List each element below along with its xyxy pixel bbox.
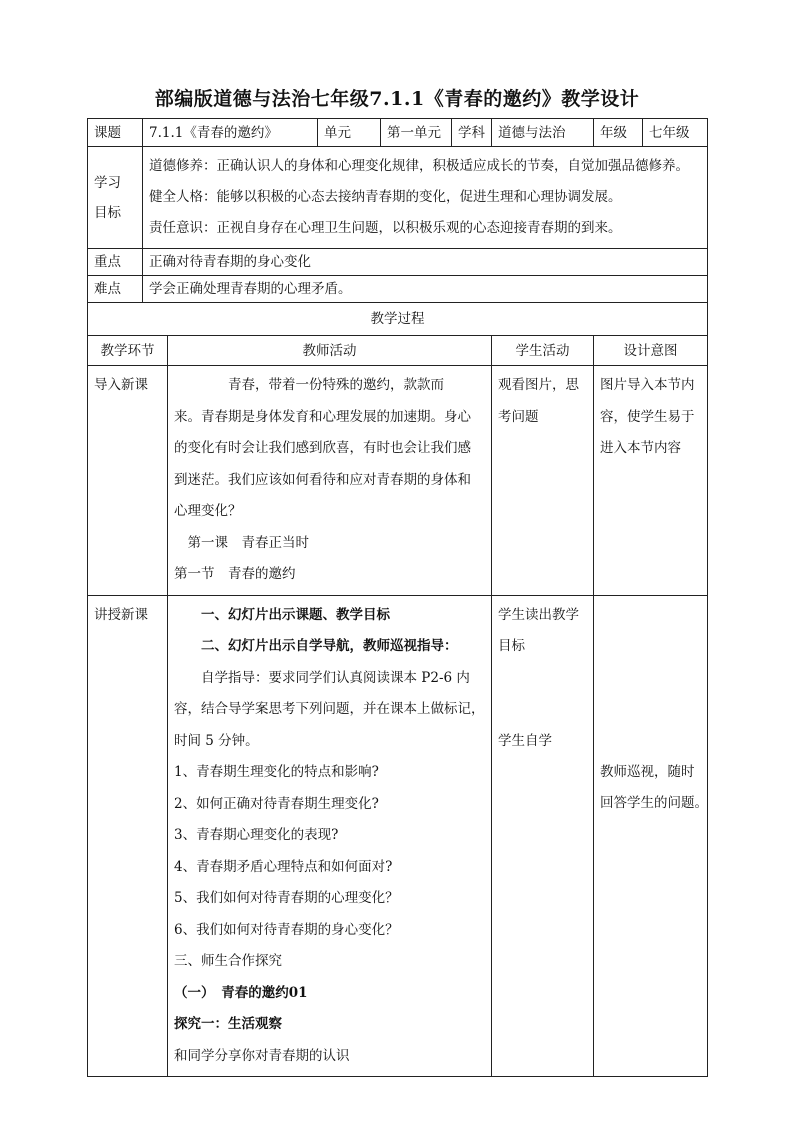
process-heading: 教学过程 [88, 303, 708, 336]
process-heading-row [88, 303, 708, 336]
teacher-line: 二、幻灯片出示自学导航，教师巡视指导： [174, 638, 458, 654]
column-student: 学生活动 [492, 336, 594, 366]
grade-label: 年级 [594, 119, 643, 147]
intro-student-activity [492, 366, 594, 596]
teacher-line: 心理变化？ [174, 503, 242, 519]
key-point-row [88, 249, 708, 276]
teacher-line: 三、师生合作探究 [174, 953, 282, 969]
objectives-label-line2: 目标 [94, 204, 121, 221]
teacher-line: 自学指导：要求同学们认真阅读课本 P2-6 内 [174, 669, 470, 686]
process-column-headers [88, 336, 708, 366]
intro-stage-label: 导入新课 [94, 377, 148, 393]
lesson-plan-table [87, 118, 708, 1077]
subject-label: 学科 [452, 119, 492, 147]
objectives-content [143, 147, 708, 249]
new-lesson-row [88, 595, 708, 1077]
teacher-line: 3、青春期心理变化的表现? [174, 827, 339, 843]
grade-value: 七年级 [643, 119, 708, 147]
teacher-line: 5、我们如何对待青春期的心理变化？ [174, 890, 399, 906]
student-line: 学生自学 [498, 732, 553, 749]
new-lesson-teacher-activity [168, 595, 492, 1077]
lesson-value: 7.1.1《青春的邀约》 [143, 119, 318, 147]
unit-value: 第一单元 [381, 119, 452, 147]
teacher-line: 时间 5 分钟。 [174, 732, 259, 749]
teacher-line: （一） 青春的邀约01 [174, 984, 308, 1001]
key-point-value: 正确对待青春期的身心变化 [143, 249, 708, 276]
teacher-line: 来。青春期是身体发育和心理发展的加速期。身心 [174, 408, 471, 425]
subject-value: 道德与法治 [492, 119, 594, 147]
student-line: 考问题 [498, 408, 539, 425]
column-teacher: 教师活动 [168, 336, 492, 366]
teacher-line: 6、我们如何对待青春期的身心变化？ [174, 921, 399, 938]
teacher-line: 1、青春期生理变化的特点和影响? [174, 764, 379, 780]
teacher-line: 2、如何正确对待青春期生理变化? [174, 795, 379, 812]
teacher-line: 的变化有时会让我们感到欣喜，有时也会让我们感 [174, 440, 471, 456]
design-line: 图片导入本节内 [600, 377, 695, 393]
difficulty-label: 难点 [88, 276, 143, 303]
teacher-line: 到迷茫。我们应该如何看待和应对青春期的身体和 [174, 471, 471, 488]
design-spacer [600, 600, 701, 757]
document-title: 部编版道德与法治七年级7.1.1《青春的邀约》教学设计 [154, 88, 640, 110]
teacher-line: 一、幻灯片出示课题、教学目标 [174, 606, 390, 623]
intro-design-intent [594, 366, 708, 596]
intro-stage [88, 366, 168, 596]
intro-row [88, 366, 708, 596]
teacher-line: 探究一：生活观察 [174, 1016, 282, 1032]
column-design: 设计意图 [594, 336, 708, 366]
key-point-label: 重点 [88, 249, 143, 276]
student-line: 学生读出教学 [498, 606, 580, 623]
objective-item: 道德修养：正确认识人的身体和心理变化规律，积极适应成长的节奏，自觉加强品德修养。 [149, 158, 689, 174]
objectives-row [88, 147, 708, 249]
design-line: 容，使学生易于 [600, 408, 695, 425]
unit-label: 单元 [318, 119, 381, 147]
objectives-label-line1: 学习 [94, 174, 121, 191]
teacher-line: 4、青春期矛盾心理特点和如何面对? [174, 858, 393, 875]
new-lesson-student-activity [492, 595, 594, 1077]
difficulty-row [88, 276, 708, 303]
info-row [88, 119, 708, 147]
new-lesson-design-intent [594, 595, 708, 1077]
student-line: 目标 [498, 638, 526, 654]
student-spacer [498, 663, 587, 726]
design-line: 教师巡视，随时 [600, 763, 695, 780]
student-line: 观看图片，思 [498, 377, 580, 393]
objective-item: 健全人格：能够以积极的心态去接纳青春期的变化，促进生理和心理协调发展。 [149, 189, 622, 205]
lesson-label: 课题 [88, 119, 143, 147]
teacher-line: 第一节 青春的邀约 [174, 566, 296, 582]
design-line: 进入本节内容 [600, 440, 682, 456]
difficulty-value: 学会正确处理青春期的心理矛盾。 [143, 276, 708, 303]
teacher-line: 第一课 青春正当时 [174, 534, 309, 551]
intro-teacher-activity [168, 366, 492, 596]
teacher-line: 青春，带着一份特殊的邀约，款款而 [174, 377, 444, 393]
objectives-label [88, 147, 143, 249]
column-stage: 教学环节 [88, 336, 168, 366]
new-lesson-stage-label: 讲授新课 [94, 606, 148, 623]
new-lesson-stage [88, 595, 168, 1077]
teacher-line: 容，结合导学案思考下列问题，并在课本上做标记， [174, 701, 485, 717]
objective-item: 责任意识：正视自身存在心理卫生问题，以积极乐观的心态迎接青春期的到来。 [149, 220, 622, 236]
design-line: 回答学生的问题。 [600, 795, 709, 811]
teacher-line: 和同学分享你对青春期的认识 [174, 1047, 350, 1064]
